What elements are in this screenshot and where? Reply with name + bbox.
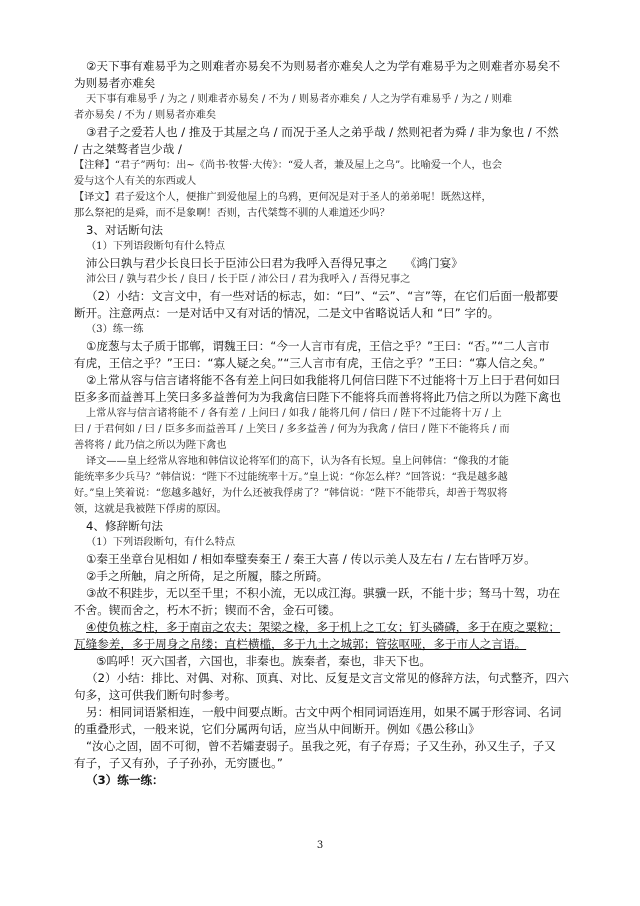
document-body: [74, 58, 576, 789]
text-line: 能统率多少兵马？”韩信说：“陛下不过能统率十万。”皇上说：“你怎么样？”回答说：“我是越多越: [74, 472, 508, 483]
text-line: 【译文】君子爱这个人，便推广到爱他屋上的乌鸦，更何况是对于圣人的弟弟呢！既然这样，: [74, 192, 492, 203]
text-line: ③君子之爱若人也 / 推及于其屋之乌 / 而况于圣人之弟乎哉 / 然则祀者为舜 / 非为象也 / 不然: [86, 125, 559, 139]
text-line: ②天下事有难易乎为之则难者亦易矣不为则易者亦难矣人之为学有难易乎为之则难者亦易矣不: [86, 59, 561, 73]
text-line: 有子，子又有孙，子子孙孙，无穷匮也。”: [74, 756, 283, 770]
text-line: 那么祭祀的是舜，而不是象啊！否则，古代桀骜不驯的人难道还少吗？: [74, 208, 390, 219]
text-line: 4、修辞断句法: [86, 519, 163, 533]
text-line: 好。”皇上笑着说：“您越多越好，为什么还被我俘虏了？”韩信说：“陛下不能带兵，却善于驾驭将: [74, 488, 508, 499]
text-line: ②手之所触，肩之所倚，足之所履，膝之所踦。: [86, 569, 329, 583]
text-line: 另：相同词语紧相连，一般中间要点断。古文中两个相同词语连用，如果不属于形容词、名词: [86, 705, 562, 719]
text-line: 臣多多而益善耳上笑曰多多益善何为为我禽信曰陛下不能将兵而善将将此乃信之所以为陛下禽也: [74, 390, 561, 404]
text-line: （3）练一练: [86, 324, 144, 335]
text-line: （3）练一练：: [86, 773, 164, 787]
text-line: ①秦王坐章台见相如 / 相如奉璧奏秦王 / 秦王大喜 / 传以示美人及左右 / 左右皆呼万岁。: [86, 552, 536, 566]
text-line: 句多，这可供我们断句时参考。: [74, 688, 237, 702]
text-line: 有虎，王信之乎？”王曰：“寡人疑之矣。”“三人言市有虎，王信之乎？”王曰：“寡人信之矣。”: [74, 356, 546, 370]
text-line: 爱与这个人有关的东西或人: [74, 176, 197, 187]
page-number: 3: [316, 840, 324, 851]
text-line: 瓦缝参差，多于周身之帛缕；直栏横槛，多于九土之城郭；管弦呕哑，多于市人之言语。: [74, 637, 527, 651]
text-line: 沛公曰 / 孰与君少长 / 良曰 / 长于臣 / 沛公曰 / 君为我呼入 / 吾得兄事之: [86, 274, 411, 285]
text-line: 者亦易矣 / 不为 / 则易者亦难矣: [74, 110, 217, 121]
text-line: ②上常从容与信言诸将能不各有差上问曰如我能将几何信曰陛下不过能将十万上曰于君何如曰: [86, 373, 561, 387]
text-line: （1）下列语段断句，有什么特点: [86, 537, 236, 548]
text-line: 曰 / 于君何如 / 曰 / 臣多多而益善耳 / 上笑曰 / 多多益善 / 何为为我禽 / 信曰 / 陛下不能将兵 / 而: [74, 424, 510, 435]
text-line: ③故不积跬步，无以至千里；不积小流，无以成江海。骐骥一跃，不能十步；驽马十驾，功在: [86, 586, 561, 600]
text-line: （1）下列语段断句有什么特点: [86, 241, 225, 252]
text-line: 领，这就是我被陛下俘虏的原因。: [74, 504, 227, 515]
text-line: （2）小结：文言文中，有一些对话的标志，如：“曰”、“云”、“言”等，在它们后面一般都要: [86, 289, 559, 303]
text-line: 不舍。锲而舍之，朽木不折；锲而不舍，金石可镂。: [74, 603, 341, 617]
text-line: （2）小结：排比、对偶、对称、顶真、对比、反复是文言文常见的修辞方法，句式整齐，四六: [86, 671, 569, 685]
text-line: 天下事有难易乎 / 为之 / 则难者亦易矣 / 不为 / 则易者亦难矣 / 人之为学有难易乎 / 为之 / 则难: [86, 94, 512, 105]
text-line: / 古之桀骜者岂少哉 /: [74, 142, 182, 156]
text-line: 3、对话断句法: [86, 223, 163, 237]
text-line: 译文——皇上经常从容地和韩信议论将军们的高下，认为各有长短。皇上问韩信：“像我的才能: [86, 456, 509, 467]
text-line: 【注释】“君子”两句：出~《尚书·牧誓·大传》：“爱人者，兼及屋上之乌”。比喻爱一个人，也会: [74, 160, 503, 171]
text-line: 为则易者亦难矣: [74, 76, 156, 90]
text-line: 的重叠形式，一般来说，它们分属两句话，应当从中间断开。例如《愚公移山》: [74, 722, 480, 736]
text-line: 断开。注意两点：一是对话中又有对话的情况，二是文中省略说话人和 “曰” 字的。: [74, 306, 500, 320]
text-line: ④使负栋之柱，多于南亩之农夫；架梁之椽，多于机上之工女；钉头磷磷，多于在庾之粟粒；: [86, 620, 561, 634]
text-line: 上常从容与信言诸将能不 / 各有差 / 上问曰 / 如我 / 能将几何 / 信曰 / 陛下不过能将十万 / 上: [86, 408, 502, 419]
text-line: ①庞葱与太子质于邯郸，谓魏王曰：“今一人言市有虎，王信之乎？”王曰：“否。”“二人言市: [86, 339, 550, 353]
text-line: ⑤呜呼！灭六国者，六国也，非秦也。族秦者，秦也，非天下也。: [96, 654, 432, 668]
text-line: 善将将 / 此乃信之所以为陛下禽也: [74, 440, 227, 451]
text-line: “汝心之固，固不可彻，曾不若孀妻弱子。虽我之死，有子存焉；子又生孙，孙又生子，子又: [86, 739, 556, 753]
text-line: 沛公曰孰与君少长良曰长于臣沛公曰君为我呼入吾得兄事之 《鸿门宴》: [86, 256, 463, 270]
